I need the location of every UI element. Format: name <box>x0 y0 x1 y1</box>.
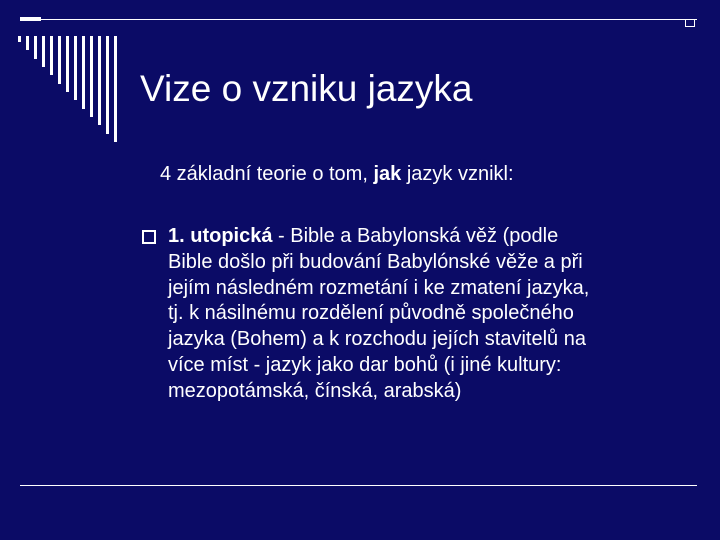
decorative-bar <box>98 36 101 125</box>
decorative-bar <box>18 36 21 42</box>
decorative-bar <box>66 36 69 92</box>
decorative-bar <box>114 36 117 142</box>
decorative-bars <box>18 36 122 146</box>
subtitle-text-before: 4 základní teorie o tom, <box>160 163 374 185</box>
bullet-item <box>142 224 682 405</box>
bullet-line: jazyka (Bohem) a k rozchodu jejích stavitelů na <box>168 328 586 351</box>
corner-square-icon <box>685 19 695 27</box>
slide-title: Vize o vzniku jazyka <box>140 68 473 109</box>
top-rule <box>20 19 697 20</box>
bullet-line: více míst - jazyk jako dar bohů (i jiné kultury: <box>168 353 562 376</box>
bullet-line: mezopotámská, čínská, arabská) <box>168 379 462 402</box>
decorative-bar <box>74 36 77 100</box>
slide-subtitle <box>160 163 514 186</box>
decorative-bar <box>82 36 85 109</box>
decorative-bar <box>34 36 37 59</box>
square-bullet-icon <box>142 230 156 244</box>
bullet-line: Bible došlo při budování Babylónské věže a při <box>168 250 583 273</box>
decorative-bar <box>42 36 45 67</box>
bullet-line-text: - Bible a Babylonská věž (podle <box>272 225 559 247</box>
decorative-bar <box>50 36 53 75</box>
bullet-line: jejím následném rozmetání i ke zmatení jazyka, <box>168 276 590 299</box>
bullet-line: tj. k násilnému rozdělení původně společného <box>168 302 574 325</box>
bottom-rule <box>20 485 697 486</box>
decorative-bar <box>58 36 61 84</box>
subtitle-bold-word: jak <box>373 163 402 185</box>
decorative-bar <box>90 36 93 117</box>
subtitle-text-after: jazyk vznikl: <box>401 163 514 185</box>
bullet-text <box>168 224 682 405</box>
decorative-bar <box>26 36 29 50</box>
bullet-line <box>168 224 682 250</box>
bullet-bold-label: 1. utopická <box>168 225 273 247</box>
top-rule-accent <box>20 17 41 21</box>
decorative-bar <box>106 36 109 134</box>
